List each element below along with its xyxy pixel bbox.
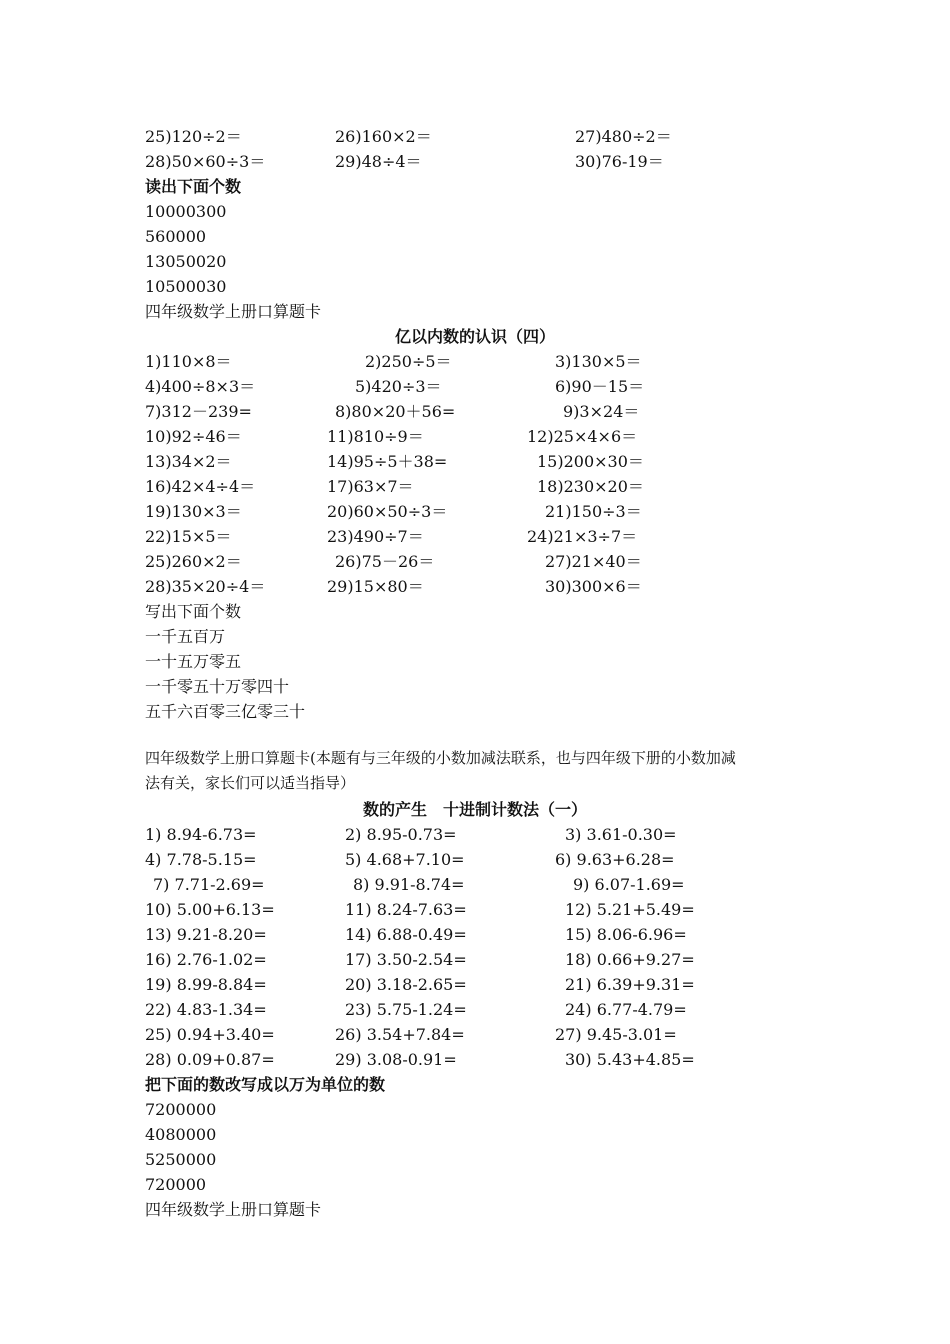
problem: 30)300×6＝ bbox=[545, 577, 642, 596]
problem: 5) 4.68+7.10= bbox=[345, 850, 465, 869]
problem: 29)15×80＝ bbox=[327, 577, 424, 596]
section-title: 亿以内数的认识（四） bbox=[394, 327, 555, 346]
problem: 24)21×3÷7＝ bbox=[527, 527, 638, 546]
read-number: 13050020 bbox=[145, 252, 227, 271]
problem-row bbox=[145, 872, 825, 897]
problem: 10) 5.00+6.13= bbox=[145, 900, 275, 919]
write-number: 一十五万零五 bbox=[145, 652, 242, 671]
problem: 29)48÷4＝ bbox=[335, 152, 422, 171]
problem: 15) 8.06-6.96= bbox=[565, 925, 687, 944]
problem: 25)120÷2＝ bbox=[145, 127, 242, 146]
problem-row bbox=[145, 897, 825, 922]
problem-row bbox=[145, 124, 825, 149]
problem: 13)34×2＝ bbox=[145, 452, 232, 471]
problem: 21)150÷3＝ bbox=[545, 502, 642, 521]
problem: 26) 3.54+7.84= bbox=[335, 1025, 465, 1044]
read-number: 10500030 bbox=[145, 277, 227, 296]
problem-row bbox=[145, 574, 825, 599]
problem: 20)60×50÷3＝ bbox=[327, 502, 448, 521]
problem-row bbox=[145, 947, 825, 972]
problem: 26)160×2＝ bbox=[335, 127, 432, 146]
problem: 11)810÷9＝ bbox=[327, 427, 424, 446]
problem-row bbox=[145, 499, 825, 524]
problem: 26)75－26＝ bbox=[335, 552, 435, 571]
write-heading: 写出下面个数 bbox=[145, 602, 242, 621]
problem-row bbox=[145, 997, 825, 1022]
problem: 3) 3.61-0.30= bbox=[565, 825, 677, 844]
problem: 14) 6.88-0.49= bbox=[345, 925, 467, 944]
problem: 25)260×2＝ bbox=[145, 552, 242, 571]
problem: 9)3×24＝ bbox=[563, 402, 640, 421]
problem-row bbox=[145, 524, 825, 549]
problem: 30)76-19＝ bbox=[575, 152, 664, 171]
problem: 21) 6.39+9.31= bbox=[565, 975, 695, 994]
problem-row bbox=[145, 549, 825, 574]
note-line: 四年级数学上册口算题卡(本题有与三年级的小数加减法联系，也与四年级下册的小数加减 bbox=[145, 749, 736, 767]
problem: 30) 5.43+4.85= bbox=[565, 1050, 695, 1069]
problem: 3)130×5＝ bbox=[555, 352, 642, 371]
problem-row bbox=[145, 847, 825, 872]
card-label: 四年级数学上册口算题卡 bbox=[145, 1200, 322, 1219]
problem-row bbox=[145, 822, 825, 847]
read-number: 10000300 bbox=[145, 202, 227, 221]
read-number: 560000 bbox=[145, 227, 207, 246]
note-line: 法有关，家长们可以适当指导） bbox=[145, 774, 356, 792]
write-number: 一千零五十万零四十 bbox=[145, 677, 290, 696]
problem: 19)130×3＝ bbox=[145, 502, 242, 521]
problem: 16) 2.76-1.02= bbox=[145, 950, 267, 969]
problem-row bbox=[145, 449, 825, 474]
problem-row bbox=[145, 424, 825, 449]
problem: 27)480÷2＝ bbox=[575, 127, 672, 146]
problem: 28)35×20÷4＝ bbox=[145, 577, 266, 596]
problem: 23) 5.75-1.24= bbox=[345, 1000, 467, 1019]
problem: 27) 9.45-3.01= bbox=[555, 1025, 677, 1044]
problem: 25) 0.94+3.40= bbox=[145, 1025, 275, 1044]
problem: 6) 9.63+6.28= bbox=[555, 850, 675, 869]
problem: 22)15×5＝ bbox=[145, 527, 232, 546]
problem: 7) 7.71-2.69= bbox=[153, 875, 265, 894]
problem: 27)21×40＝ bbox=[545, 552, 642, 571]
card-label: 四年级数学上册口算题卡 bbox=[145, 302, 322, 321]
problem: 1)110×8＝ bbox=[145, 352, 232, 371]
problem: 10)92÷46＝ bbox=[145, 427, 242, 446]
problem-row bbox=[145, 1047, 825, 1072]
problem: 18)230×20＝ bbox=[537, 477, 644, 496]
write-number: 一千五百万 bbox=[145, 627, 226, 646]
problem: 15)200×30＝ bbox=[537, 452, 644, 471]
problem: 20) 3.18-2.65= bbox=[345, 975, 467, 994]
problem: 24) 6.77-4.79= bbox=[565, 1000, 687, 1019]
convert-number: 4080000 bbox=[145, 1125, 217, 1144]
problem-row bbox=[145, 1022, 825, 1047]
problem: 4)400÷8×3＝ bbox=[145, 377, 256, 396]
problem: 29) 3.08-0.91= bbox=[335, 1050, 457, 1069]
problem: 8)80×20＋56= bbox=[335, 402, 456, 421]
problem: 2)250÷5＝ bbox=[365, 352, 452, 371]
problem: 1) 8.94-6.73= bbox=[145, 825, 257, 844]
problem-row bbox=[145, 149, 825, 174]
write-number: 五千六百零三亿零三十 bbox=[145, 702, 306, 721]
problem: 9) 6.07-1.69= bbox=[573, 875, 685, 894]
problem: 6)90－15＝ bbox=[555, 377, 645, 396]
problem: 11) 8.24-7.63= bbox=[345, 900, 467, 919]
problem: 4) 7.78-5.15= bbox=[145, 850, 257, 869]
problem: 5)420÷3＝ bbox=[355, 377, 442, 396]
problem: 16)42×4÷4＝ bbox=[145, 477, 256, 496]
problem: 12)25×4×6＝ bbox=[527, 427, 638, 446]
problem: 17) 3.50-2.54= bbox=[345, 950, 467, 969]
convert-number: 720000 bbox=[145, 1175, 207, 1194]
problem: 12) 5.21+5.49= bbox=[565, 900, 695, 919]
read-heading: 读出下面个数 bbox=[145, 177, 242, 196]
problem: 28)50×60÷3＝ bbox=[145, 152, 266, 171]
convert-heading: 把下面的数改写成以万为单位的数 bbox=[145, 1075, 386, 1094]
problem: 17)63×7＝ bbox=[327, 477, 414, 496]
problem: 19) 8.99-8.84= bbox=[145, 975, 267, 994]
problem: 7)312－239= bbox=[145, 402, 252, 421]
problem-row bbox=[145, 474, 825, 499]
convert-number: 7200000 bbox=[145, 1100, 217, 1119]
problem: 23)490÷7＝ bbox=[327, 527, 424, 546]
problem-row bbox=[145, 922, 825, 947]
section-title: 数的产生 十进制计数法（一） bbox=[362, 800, 587, 819]
problem: 28) 0.09+0.87= bbox=[145, 1050, 275, 1069]
problem: 13) 9.21-8.20= bbox=[145, 925, 267, 944]
problem-row bbox=[145, 374, 825, 399]
problem: 18) 0.66+9.27= bbox=[565, 950, 695, 969]
convert-number: 5250000 bbox=[145, 1150, 217, 1169]
problem: 2) 8.95-0.73= bbox=[345, 825, 457, 844]
problem-row bbox=[145, 399, 825, 424]
problem-row bbox=[145, 349, 825, 374]
problem: 8) 9.91-8.74= bbox=[353, 875, 465, 894]
problem: 14)95÷5＋38= bbox=[327, 452, 448, 471]
problem: 22) 4.83-1.34= bbox=[145, 1000, 267, 1019]
problem-row bbox=[145, 972, 825, 997]
